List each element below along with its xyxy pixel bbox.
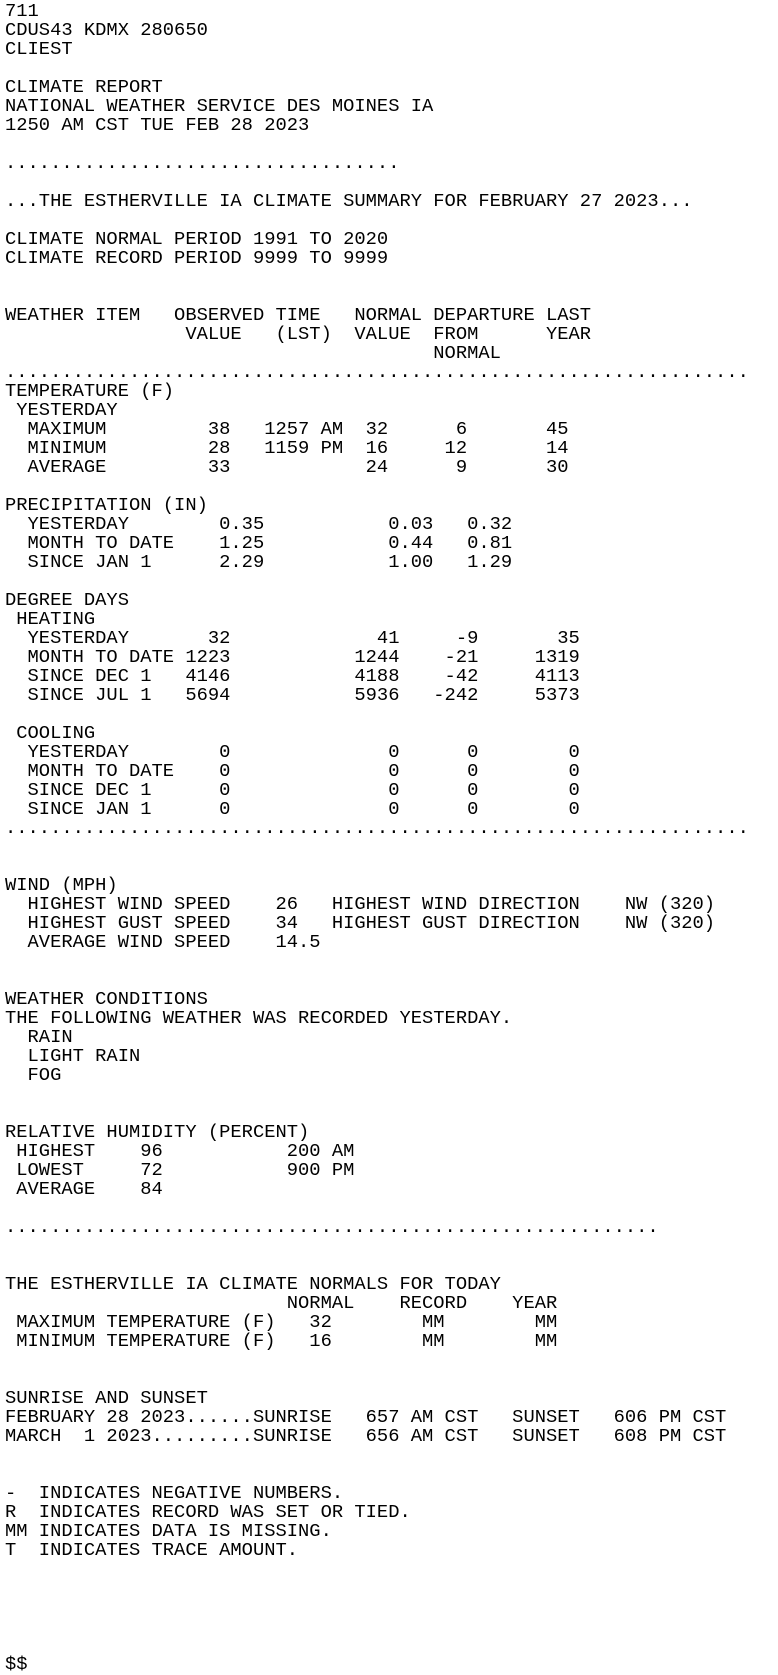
report-line: .................................................................. <box>5 817 749 839</box>
report-line: COOLING <box>5 722 96 744</box>
report-line: MAXIMUM 38 1257 AM 32 6 45 <box>5 418 569 440</box>
report-line: NORMAL <box>5 342 501 364</box>
report-line: 1250 AM CST TUE FEB 28 2023 <box>5 114 310 136</box>
report-line: SUNRISE AND SUNSET <box>5 1387 208 1409</box>
report-line: LIGHT RAIN <box>5 1045 141 1067</box>
report-line: SINCE DEC 1 4146 4188 -42 4113 <box>5 665 580 687</box>
report-line: CLIMATE RECORD PERIOD 9999 TO 9999 <box>5 247 389 269</box>
report-line: T INDICATES TRACE AMOUNT. <box>5 1539 299 1561</box>
report-line <box>5 1636 778 1655</box>
report-line: YESTERDAY <box>5 399 118 421</box>
report-line: CLIMATE NORMAL PERIOD 1991 TO 2020 <box>5 228 389 250</box>
report-line: YESTERDAY 0 0 0 0 <box>5 741 580 763</box>
report-line <box>5 1446 778 1465</box>
report-line: LOWEST 72 900 PM <box>5 1159 355 1181</box>
report-line: NATIONAL WEATHER SERVICE DES MOINES IA <box>5 95 434 117</box>
report-line <box>5 705 778 724</box>
report-line: HIGHEST GUST SPEED 34 HIGHEST GUST DIRECTION NW (320) <box>5 912 716 934</box>
report-line: WIND (MPH) <box>5 874 118 896</box>
report-line: YESTERDAY 32 41 -9 35 <box>5 627 580 649</box>
report-line: RELATIVE HUMIDITY (PERCENT) <box>5 1121 310 1143</box>
report-line: AVERAGE WIND SPEED 14.5 <box>5 931 321 953</box>
report-line: MONTH TO DATE 1223 1244 -21 1319 <box>5 646 580 668</box>
report-line: THE ESTHERVILLE IA CLIMATE NORMALS FOR TODAY <box>5 1273 501 1295</box>
report-line: MONTH TO DATE 0 0 0 0 <box>5 760 580 782</box>
report-line: NORMAL RECORD YEAR <box>5 1292 558 1314</box>
report-line: YESTERDAY 0.35 0.03 0.32 <box>5 513 513 535</box>
report-line: THE FOLLOWING WEATHER WAS RECORDED YESTERDAY. <box>5 1007 513 1029</box>
report-line: PRECIPITATION (IN) <box>5 494 208 516</box>
report-line <box>5 1085 778 1104</box>
report-line: AVERAGE 84 <box>5 1178 163 1200</box>
report-line <box>5 952 778 971</box>
report-line: FOG <box>5 1064 62 1086</box>
report-line: FEBRUARY 28 2023......SUNRISE 657 AM CST SUNSET 606 PM CST <box>5 1406 727 1428</box>
report-line: AVERAGE 33 24 9 30 <box>5 456 569 478</box>
report-line: HIGHEST WIND SPEED 26 HIGHEST WIND DIRECTION NW (320) <box>5 893 716 915</box>
report-line: .................................................................. <box>5 361 749 383</box>
report-line: HEATING <box>5 608 96 630</box>
report-line: ................................... <box>5 152 400 174</box>
report-line: VALUE (LST) VALUE FROM YEAR <box>5 323 592 345</box>
report-line: CLIEST <box>5 38 73 60</box>
report-line: WEATHER ITEM OBSERVED TIME NORMAL DEPARTURE LAST <box>5 304 592 326</box>
report-line: DEGREE DAYS <box>5 589 129 611</box>
report-line: R INDICATES RECORD WAS SET OR TIED. <box>5 1501 411 1523</box>
report-line: MAXIMUM TEMPERATURE (F) 32 MM MM <box>5 1311 558 1333</box>
report-line: MM INDICATES DATA IS MISSING. <box>5 1520 332 1542</box>
report-line: MINIMUM TEMPERATURE (F) 16 MM MM <box>5 1330 558 1352</box>
report-line: SINCE JAN 1 2.29 1.00 1.29 <box>5 551 513 573</box>
report-line: CDUS43 KDMX 280650 <box>5 19 208 41</box>
report-line: MONTH TO DATE 1.25 0.44 0.81 <box>5 532 513 554</box>
report-line: $$ <box>5 1653 28 1675</box>
report-line: CLIMATE REPORT <box>5 76 163 98</box>
report-line <box>5 1579 778 1598</box>
report-line: - INDICATES NEGATIVE NUMBERS. <box>5 1482 344 1504</box>
report-line <box>5 268 778 287</box>
report-line <box>5 1560 778 1579</box>
report-line: ...THE ESTHERVILLE IA CLIMATE SUMMARY FOR FEBRUARY 27 2023... <box>5 190 693 212</box>
report-line: SINCE JAN 1 0 0 0 0 <box>5 798 580 820</box>
report-line: RAIN <box>5 1026 73 1048</box>
report-line <box>5 838 778 857</box>
report-line: WEATHER CONDITIONS <box>5 988 208 1010</box>
report-line: TEMPERATURE (F) <box>5 380 175 402</box>
report-line: HIGHEST 96 200 AM <box>5 1140 355 1162</box>
report-line <box>5 1598 778 1617</box>
report-line: MINIMUM 28 1159 PM 16 12 14 <box>5 437 569 459</box>
report-line <box>5 1351 778 1370</box>
report-line: 711 <box>5 0 39 22</box>
report-line <box>5 857 778 876</box>
report-line: SINCE DEC 1 0 0 0 0 <box>5 779 580 801</box>
report-line: .......................................................... <box>5 1216 659 1238</box>
report-line <box>5 1617 778 1636</box>
report-line: SINCE JUL 1 5694 5936 -242 5373 <box>5 684 580 706</box>
report-line <box>5 1237 778 1256</box>
report-line: MARCH 1 2023.........SUNRISE 656 AM CST SUNSET 608 PM CST <box>5 1425 727 1447</box>
